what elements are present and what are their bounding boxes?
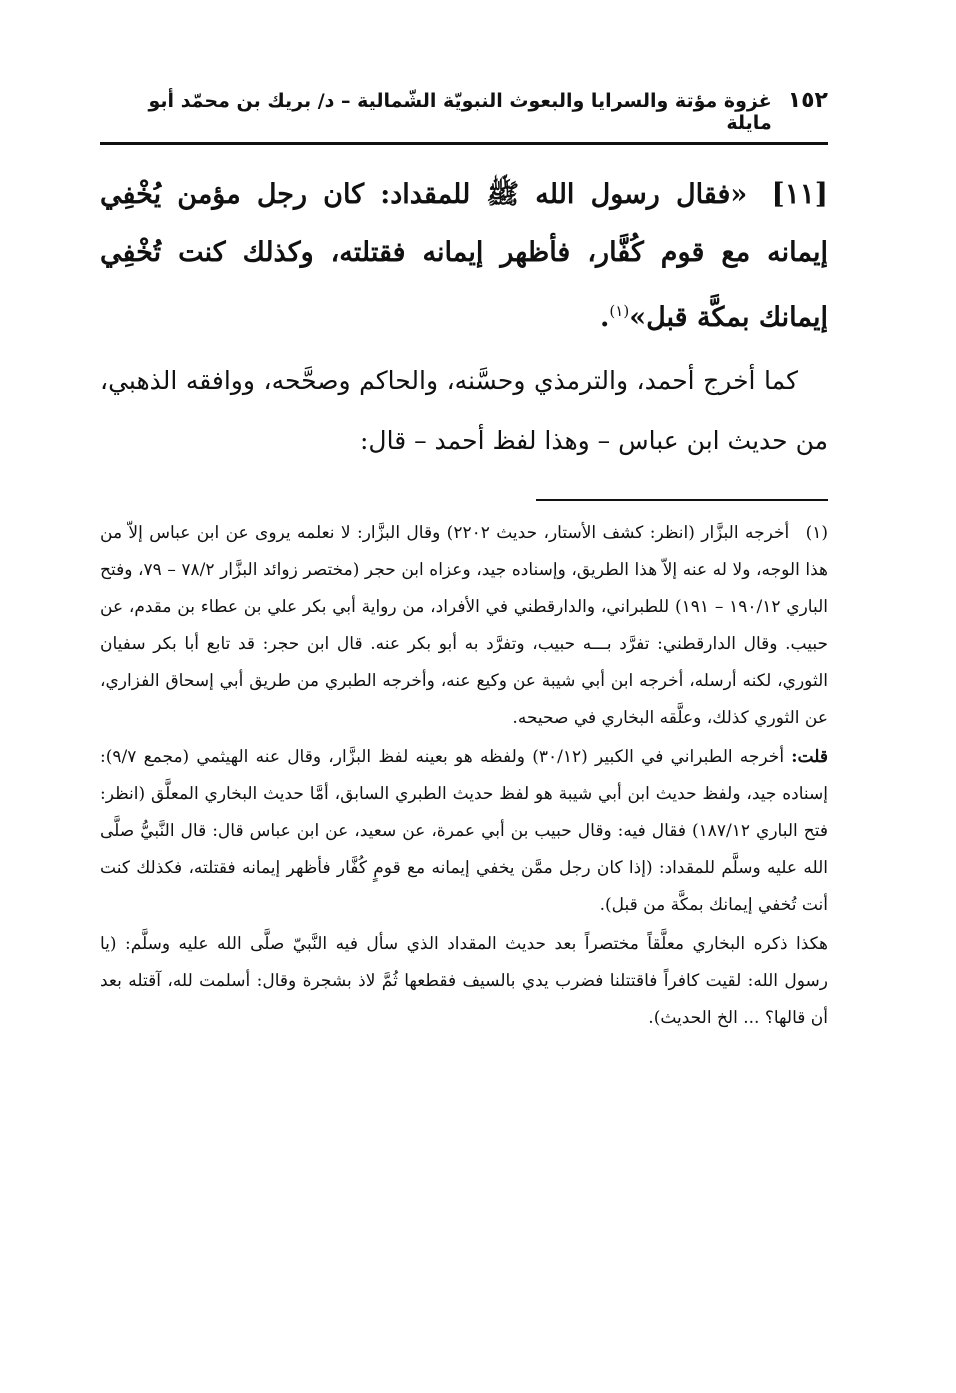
footnote-paragraph-2 [100,739,828,924]
footnote-reference[interactable]: (١) [609,302,630,320]
footnote [100,515,828,1037]
running-header [100,88,828,145]
hadith-number: [١١] [771,177,829,210]
qult-text: أخرجه الطبراني في الكبير (٣٠/١٢) ولفظه هو بعينه لفظ البزَّار، وقال عنه الهيثمي (مجمع ٩/٧): إسناده جيد، ولفظ حديث ابن أبي شيبة هو لفظ حديث الطبري السابق، أمَّا حديث البخاري المعلَّق (انظر: فتح الباري ١٨٧/١٢) فقال فيه: وقال حبيب بن أبي عمرة، عن سعيد، عن ابن عباس قال: قال النَّبيُّ صلَّى الله عليه وسلَّم للمقداد: (إذا كان رجل ممَّن يخفي إيمانه مع قومٍ كُفَّار فأظهر إيمانه فقتلته، فكذلك كنت أنت تُخفي إيمانك بمكَّة من قبل). [100,747,828,915]
footnote-text: أخرجه البزَّار (انظر: كشف الأستار، حديث ٢٢٠٢) وقال البزَّار: لا نعلمه يروى عن ابن عباس إلاّ من هذا الوجه، ولا له عنه إلاّ هذا الطريق، وإسناده جيد، وعزاه ابن حجر (مختصر زوائد البزَّار ٧٨/٢ – ٧٩، وفتح الباري ١٩٠/١٢ – ١٩١) للطبراني، والدارقطني في الأفراد، من رواية أبي بكر علي بن عطاء بن مقدم، عن حبيب. وقال الدارقطني: تفرَّد بـــه حبيب، وتفرَّد به أبو بكر عنه. قال ابن حجر: قد تابع أبا بكر سفيان الثوري، لكنه أرسله، أخرجه ابن أبي شيبة عن وكيع عنه، وأخرجه الطبري من طريق أبي إسحاق الفزاري، عن الثوري كذلك، وعلَّقه البخاري في صحيحه. [100,523,829,728]
page-number: ١٥٢ [787,88,828,113]
qult-label: قلت: [791,747,828,767]
footnote-number: (١) [805,523,829,543]
footnote-separator [536,499,828,501]
page [100,88,828,1037]
book-title: غزوة مؤتة والسرايا والبعوث النبويّة الشّمالية – د/ بريك بن محمّد أبو مايلة [148,90,772,134]
body-paragraph: كما أخرج أحمد، والترمذي وحسَّنه، والحاكم وصحَّحه، ووافقه الذهبي، من حديث ابن عباس – وهذا لفظ أحمد – قال: [100,366,828,455]
hadith-text: «فقال رسول الله ﷺ للمقداد: كان رجل مؤمن يُخْفِي إيمانه مع قوم كُفَّار، فأظهر إيمانه فقتلته، وكذلك كنت تُخْفِي إيمانك بمكَّة قبل» [100,179,828,333]
hadith-paragraph [100,165,828,347]
footnote-paragraph-3: هكذا ذكره البخاري معلَّقاً مختصراً بعد حديث المقداد الذي سأل فيه النَّبيّ صلَّى الله عليه وسلَّم: (يا رسول الله: لقيت كافراً فاقتتلنا فضرب يدي بالسيف فقطعها ثُمَّ لاذ بشجرة وقال: أسلمت لله، آقتله بعد أن قالها؟ ... الخ الحديث). [100,934,828,1028]
hadith-end-mark: . [600,302,610,333]
footnote-paragraph-1 [100,515,828,737]
